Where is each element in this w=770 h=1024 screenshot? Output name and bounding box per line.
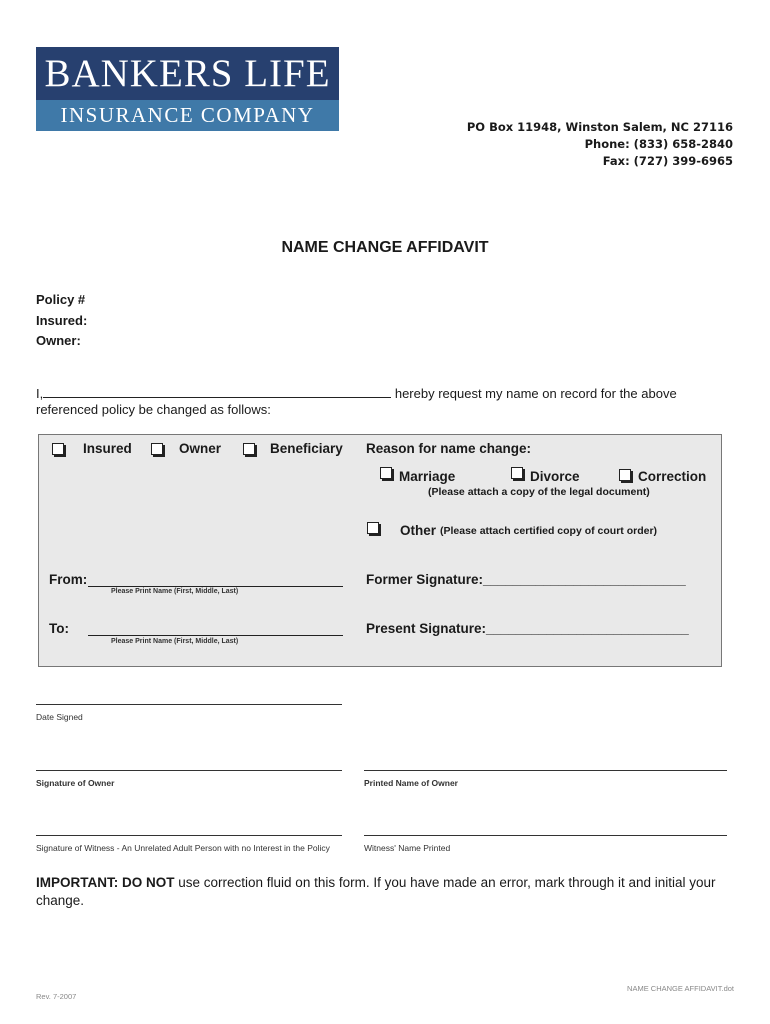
- request-suffix: hereby request my name on record for the above: [391, 386, 677, 401]
- correction-label: Correction: [638, 469, 707, 484]
- from-label: From:: [49, 572, 88, 587]
- to-name-line[interactable]: [88, 635, 343, 636]
- from-name-line[interactable]: [88, 586, 343, 587]
- from-print-hint: Please Print Name (First, Middle, Last): [111, 588, 239, 595]
- request-prefix: I,: [36, 386, 44, 401]
- other-label: Other: [400, 523, 437, 538]
- divorce-label: Divorce: [530, 469, 580, 484]
- insured-option-label: Insured: [83, 441, 132, 456]
- marriage-label: Marriage: [399, 469, 456, 484]
- address-phone: Phone: (833) 658-2840: [584, 137, 733, 151]
- owner-option-label: Owner: [179, 441, 222, 456]
- logo-line2: INSURANCE COMPANY: [36, 100, 339, 131]
- address-po: PO Box 11948, Winston Salem, NC 27116: [466, 120, 733, 134]
- former-signature[interactable]: Former Signature:___________________________: [366, 572, 686, 587]
- revision: Rev. 7-2007: [36, 992, 77, 1001]
- insured-checkbox[interactable]: [52, 443, 64, 455]
- policy-label: Policy #: [36, 292, 86, 307]
- file-name: NAME CHANGE AFFIDAVIT.dot: [627, 984, 734, 993]
- witness-printed-label: Witness' Name Printed: [364, 843, 451, 853]
- beneficiary-option-label: Beneficiary: [270, 441, 343, 456]
- date-signed-line[interactable]: [36, 704, 342, 705]
- name-blank[interactable]: [43, 385, 391, 398]
- witness-printed-line[interactable]: [364, 835, 727, 836]
- beneficiary-checkbox[interactable]: [243, 443, 255, 455]
- important-bold: IMPORTANT: DO NOT: [36, 875, 175, 890]
- divorce-checkbox[interactable]: [511, 467, 523, 479]
- other-checkbox[interactable]: [367, 522, 379, 534]
- to-label: To:: [49, 621, 69, 636]
- insured-label: Insured:: [36, 313, 88, 328]
- important-notice: [36, 874, 736, 910]
- present-signature[interactable]: Present Signature:___________________________: [366, 621, 689, 636]
- page-title: NAME CHANGE AFFIDAVIT: [281, 239, 489, 256]
- witness-signature-line[interactable]: [36, 835, 342, 836]
- address-fax: Fax: (727) 399-6965: [602, 154, 733, 168]
- logo-line1: BANKERS LIFE: [36, 47, 339, 100]
- correction-checkbox[interactable]: [619, 469, 631, 481]
- printed-owner-line[interactable]: [364, 770, 727, 771]
- witness-signature-label: Signature of Witness - An Unrelated Adult Person with no Interest in the Policy: [36, 843, 330, 853]
- date-signed-label: Date Signed: [36, 712, 83, 722]
- owner-checkbox[interactable]: [151, 443, 163, 455]
- printed-owner-label: Printed Name of Owner: [364, 778, 458, 788]
- request-line2: referenced policy be changed as follows:: [36, 402, 271, 417]
- request-line1: [36, 385, 677, 401]
- important-rest: use correction fluid on this form. If you have made an error, mark through it and initial your change.: [36, 875, 716, 908]
- legal-note: (Please attach a copy of the legal document): [428, 486, 650, 498]
- other-note: (Please attach certified copy of court order): [440, 525, 658, 537]
- marriage-checkbox[interactable]: [380, 467, 392, 479]
- to-print-hint: Please Print Name (First, Middle, Last): [111, 638, 239, 645]
- reason-label: Reason for name change:: [366, 441, 532, 456]
- company-logo: [36, 47, 339, 131]
- owner-signature-line[interactable]: [36, 770, 342, 771]
- owner-signature-label: Signature of Owner: [36, 778, 115, 788]
- owner-label: Owner:: [36, 333, 81, 348]
